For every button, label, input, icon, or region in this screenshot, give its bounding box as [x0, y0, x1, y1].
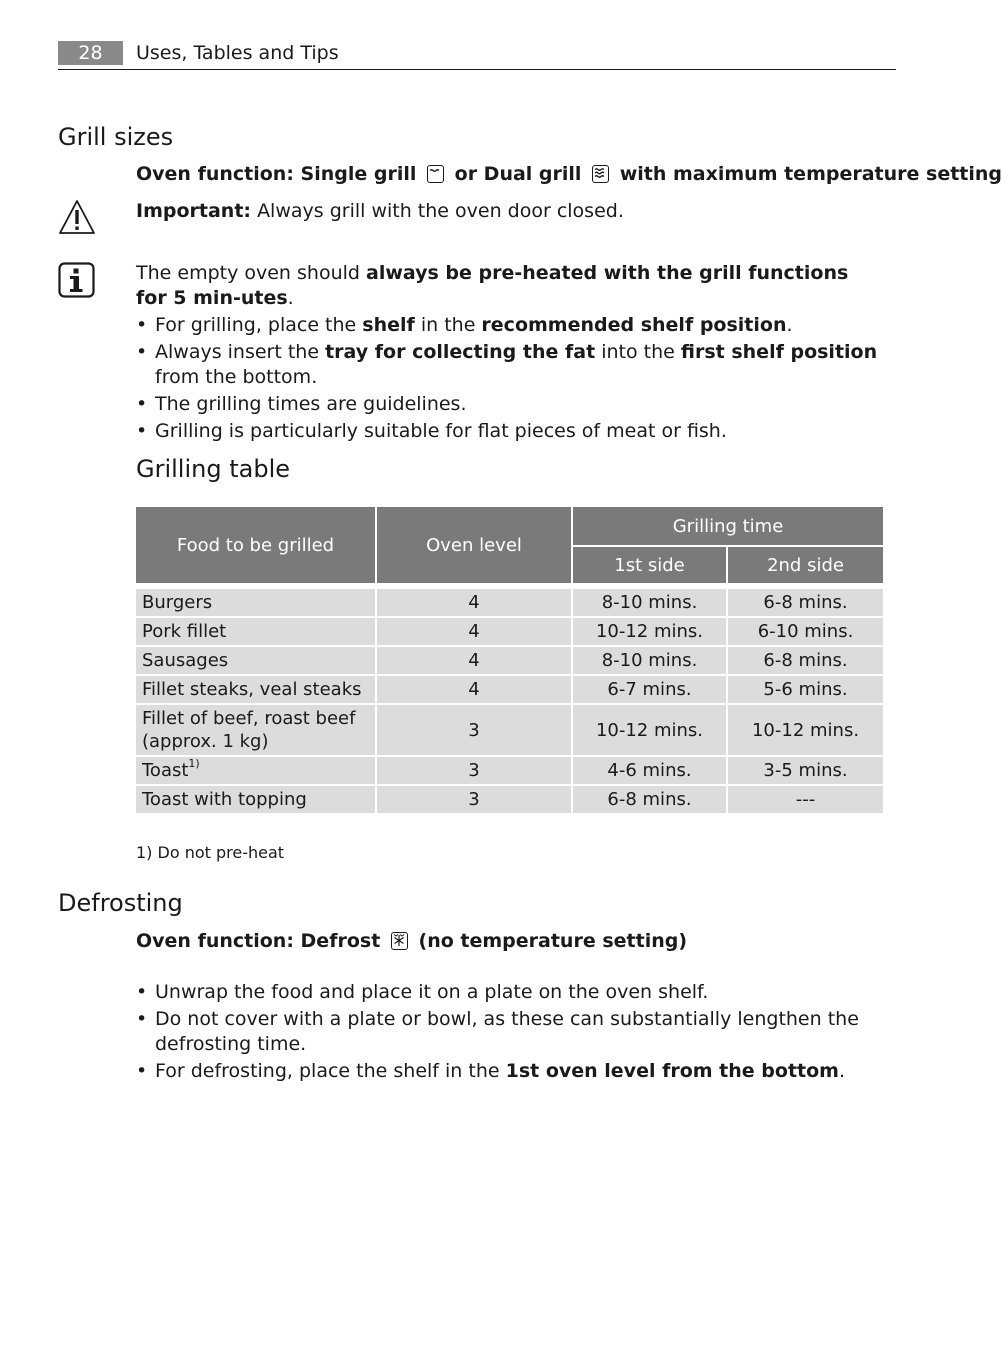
header-food: Food to be grilled [136, 507, 377, 585]
list-item: • For defrosting, place the shelf in the 1st oven level from the bottom. [136, 1059, 888, 1084]
cell-side2: 5-6 mins. [728, 676, 883, 705]
grill-sizes-heading: Grill sizes [58, 123, 174, 151]
cell-food [136, 757, 377, 786]
header-grilling-time: Grilling time [573, 507, 883, 547]
list-item: • Unwrap the food and place it on a plate on the oven shelf. [136, 980, 888, 1005]
cell-food-text: Toast [142, 760, 189, 781]
footnote-marker: 1) [188, 757, 200, 770]
cell-food: Fillet steaks, veal steaks [136, 676, 377, 705]
dual-grill-icon [592, 165, 609, 183]
defrost-oven-function [136, 928, 687, 954]
header-title: Uses, Tables and Tips [136, 42, 339, 64]
cell-side2: 6-8 mins. [728, 585, 883, 618]
info-intro-plain: The empty oven should [136, 262, 366, 284]
header-oven-level: Oven level [377, 507, 573, 585]
cell-level: 3 [377, 757, 573, 786]
warning-triangle-icon [57, 198, 97, 240]
cell-side1: 10-12 mins. [573, 705, 728, 757]
list-item: • Do not cover with a plate or bowl, as these can substantially lengthen the defrosting time. [136, 1007, 888, 1057]
table-row [136, 618, 883, 647]
header-divider [58, 69, 896, 70]
grill-oven-function [136, 161, 1002, 187]
table-row [136, 757, 883, 786]
cell-level: 4 [377, 585, 573, 618]
table-row [136, 676, 883, 705]
table-row [136, 705, 883, 757]
cell-side2: 6-8 mins. [728, 647, 883, 676]
defrost-tips-list [136, 980, 888, 1086]
cell-side2: 10-12 mins. [728, 705, 883, 757]
cell-food: Pork fillet [136, 618, 377, 647]
info-intro [136, 261, 884, 311]
defrost-function-prefix: Oven function: Defrost [136, 930, 381, 952]
cell-level: 3 [377, 705, 573, 757]
defrost-function-suffix: (no temperature setting) [418, 930, 688, 952]
grilling-table [136, 507, 883, 815]
cell-food: Fillet of beef, roast beef (approx. 1 kg) [136, 705, 377, 757]
cell-food: Sausages [136, 647, 377, 676]
info-intro-end: . [287, 287, 294, 309]
cell-side2: --- [728, 786, 883, 815]
cell-food: Burgers [136, 585, 377, 618]
cell-side1: 6-7 mins. [573, 676, 728, 705]
table-row [136, 786, 883, 815]
cell-level: 4 [377, 618, 573, 647]
cell-side1: 8-10 mins. [573, 585, 728, 618]
cell-level: 4 [377, 676, 573, 705]
list-item: • The grilling times are guidelines. [136, 392, 888, 417]
cell-side1: 10-12 mins. [573, 618, 728, 647]
grilling-table-heading: Grilling table [136, 455, 290, 483]
warning-label: Important: [136, 200, 252, 222]
info-intro-bold: always be pre-heated with the grill functions for 5 min-utes [136, 262, 849, 309]
list-item: • For grilling, place the shelf in the recommended shelf position. [136, 313, 888, 338]
cell-level: 3 [377, 786, 573, 815]
cell-level: 4 [377, 647, 573, 676]
cell-side1: 6-8 mins. [573, 786, 728, 815]
warning-text [136, 199, 896, 224]
cell-side2: 3-5 mins. [728, 757, 883, 786]
defrost-icon [391, 932, 408, 950]
cell-side2: 6-10 mins. [728, 618, 883, 647]
table-row [136, 585, 883, 618]
oven-function-middle: or Dual grill [454, 163, 582, 185]
single-grill-icon [427, 165, 444, 183]
defrosting-heading: Defrosting [58, 889, 183, 917]
cell-food: Toast with topping [136, 786, 377, 815]
cell-side1: 4-6 mins. [573, 757, 728, 786]
info-icon [58, 262, 96, 302]
cell-side1: 8-10 mins. [573, 647, 728, 676]
oven-function-suffix: with maximum temperature setting [619, 163, 1002, 185]
header-side-1: 1st side [573, 547, 728, 585]
oven-function-prefix: Oven function: Single grill [136, 163, 417, 185]
list-item: • Grilling is particularly suitable for flat pieces of meat or fish. [136, 419, 888, 444]
header-side-2: 2nd side [728, 547, 883, 585]
table-footnote: 1) Do not pre-heat [136, 843, 285, 862]
list-item: • Always insert the tray for collecting the fat into the first shelf position from the bottom. [136, 340, 888, 390]
page-number: 28 [58, 41, 123, 65]
table-row [136, 647, 883, 676]
grill-tips-list [136, 313, 888, 446]
warning-body: Always grill with the oven door closed. [257, 200, 624, 222]
